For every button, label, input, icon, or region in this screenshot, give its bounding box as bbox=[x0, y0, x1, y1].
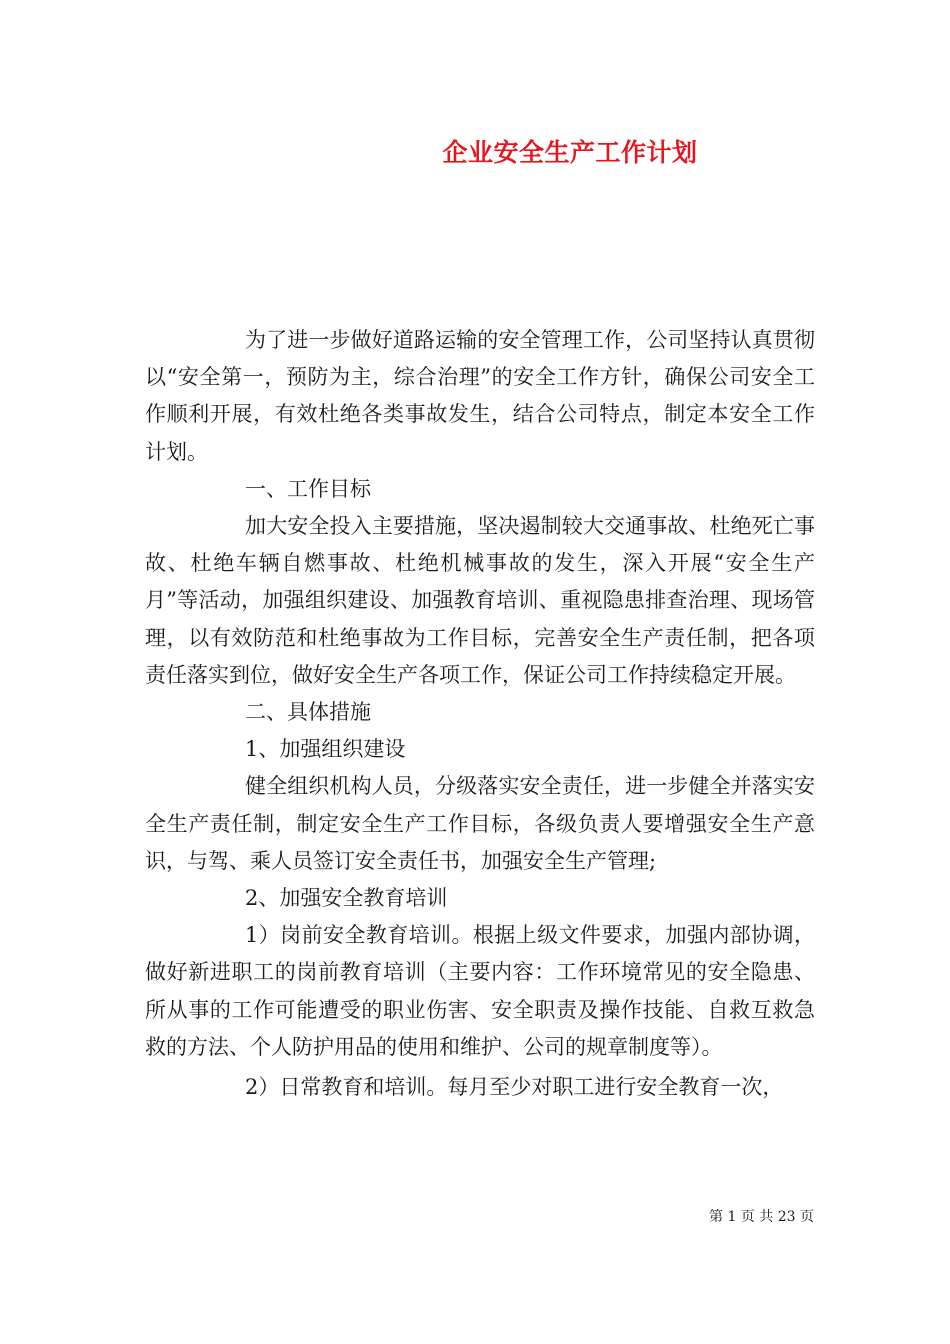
section-heading-measures: 二、具体措施 bbox=[245, 700, 371, 725]
intro-paragraph: 为了进一步做好道路运输的安全管理工作，公司坚持认真贯彻以“安全第一，预防为主，综合治理”的安全工作方针，确保公司安全工作顺利开展，有效杜绝各类事故发生，结合公司特点，制定本安全工作计划。 bbox=[145, 328, 815, 464]
subheading-organization: 1、加强组织建设 bbox=[245, 737, 406, 762]
section-heading-goals: 一、工作目标 bbox=[245, 476, 371, 501]
subheading-training: 2、加强安全教育培训 bbox=[245, 886, 448, 911]
goals-paragraph: 加大安全投入主要措施，坚决遏制较大交通事故、杜绝死亡事故、杜绝车辆自燃事故、杜绝机械事故的发生，深入开展“安全生产月”等活动，加强组织建设、加强教育培训、重视隐患排查治理、现场管理，以有效防范和杜绝事故为工作目标，完善安全生产责任制，把各项责任落实到位，做好安全生产各项工作，保证公司工作持续稳定开展。 bbox=[145, 514, 815, 687]
page-number-footer: 第 1 页 共 23 页 bbox=[709, 1209, 814, 1225]
document-title: 企业安全生产工作计划 bbox=[442, 138, 698, 167]
pre-job-training-paragraph: 1）岗前安全教育培训。根据上级文件要求，加强内部协调，做好新进职工的岗前教育培训（主要内容：工作环境常见的安全隐患、所从事的工作可能遭受的职业伤害、安全职责及操作技能、自救互救急救的方法、个人防护用品的使用和维护、公司的规章制度等）。 bbox=[145, 923, 815, 1059]
daily-training-paragraph: 2）日常教育和培训。每月至少对职工进行安全教育一次， bbox=[245, 1075, 784, 1100]
document-body bbox=[145, 322, 815, 1106]
organization-paragraph: 健全组织机构人员，分级落实安全责任，进一步健全并落实安全生产责任制，制定安全生产工作目标，各级负责人要增强安全生产意识，与驾、乘人员签订安全责任书，加强安全生产管理; bbox=[145, 774, 815, 873]
